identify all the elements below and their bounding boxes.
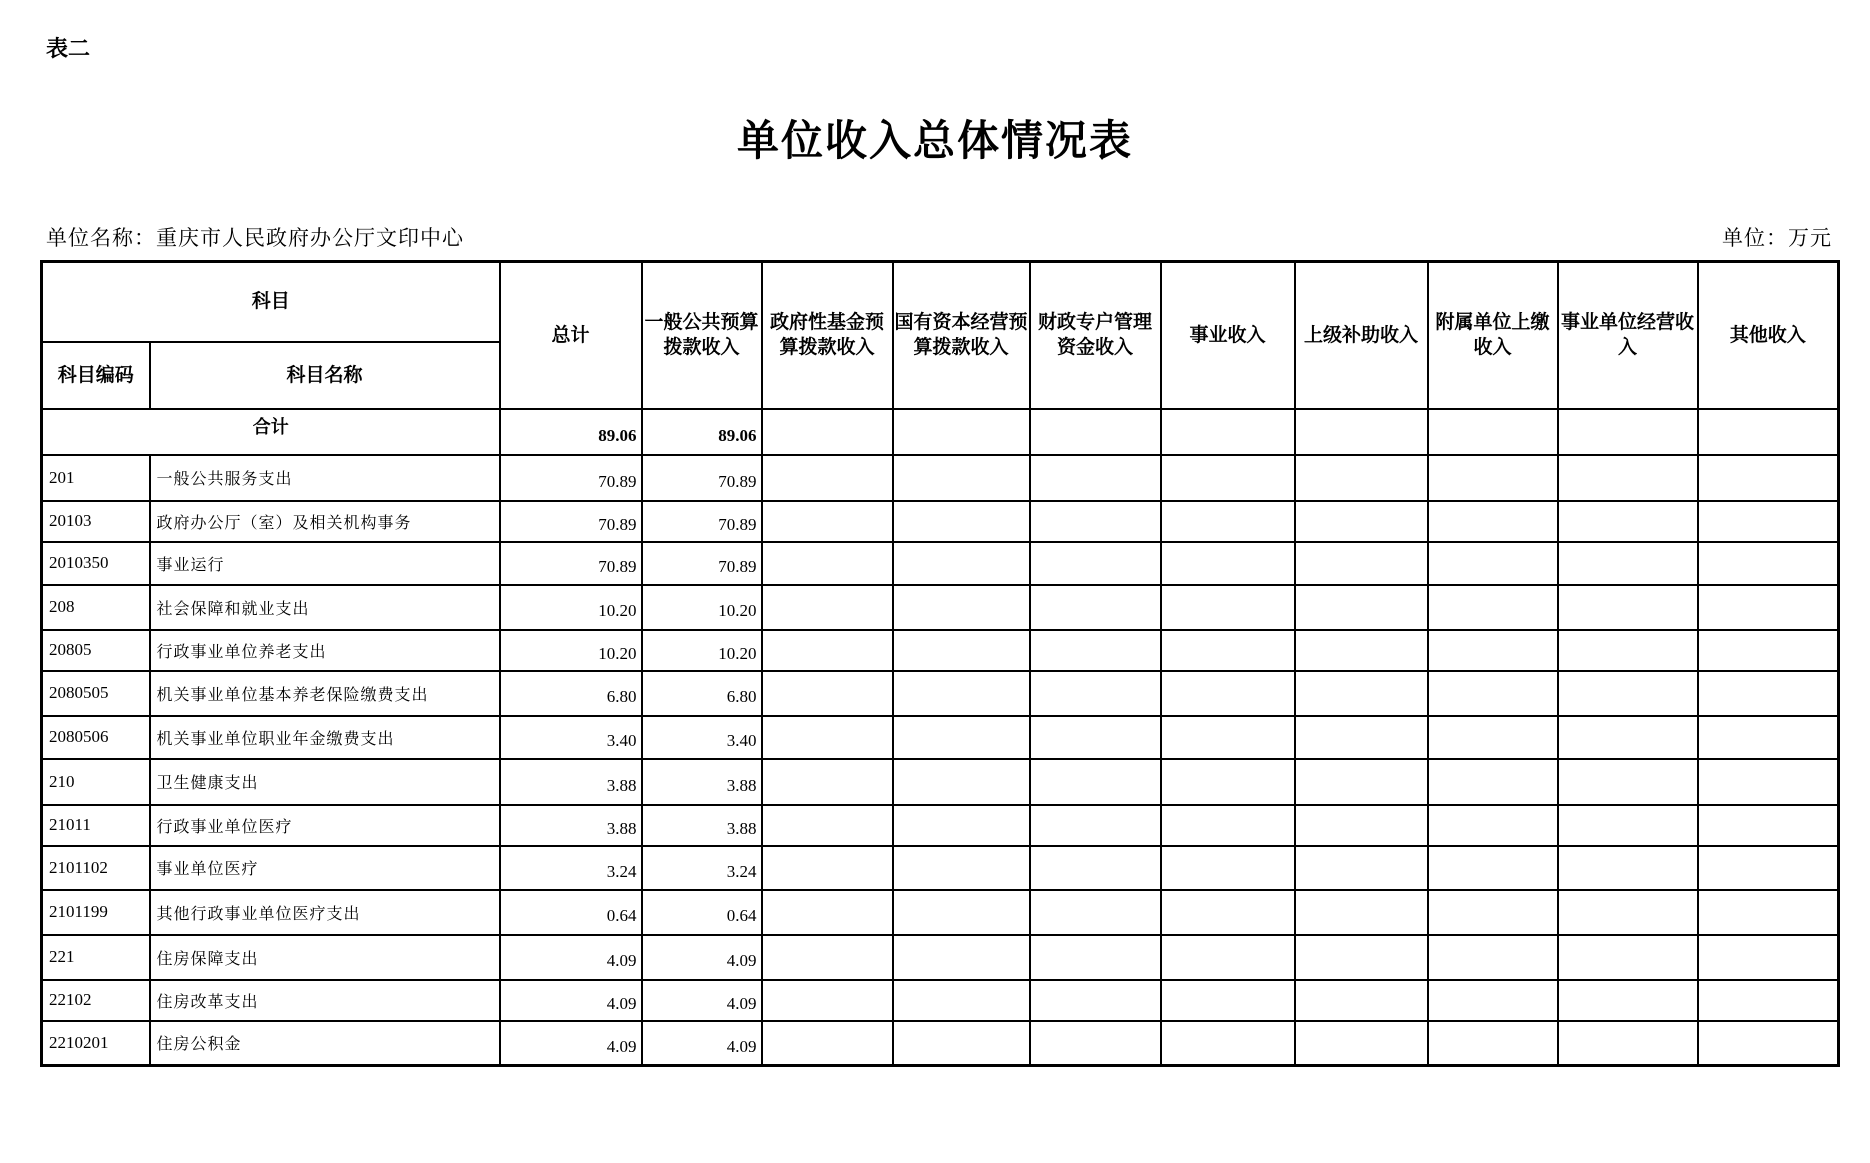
empty-cell: [1161, 542, 1295, 585]
row-general: 3.88: [642, 805, 762, 846]
row-total: 4.09: [500, 1021, 642, 1066]
table-tag: 表二: [46, 37, 91, 62]
row-name: 机关事业单位基本养老保险缴费支出: [150, 671, 500, 716]
row-code: 221: [42, 935, 150, 980]
unit-label: 单位：万元: [1722, 226, 1832, 250]
empty-cell: [1558, 890, 1698, 935]
empty-cell: [1161, 759, 1295, 805]
empty-cell: [762, 1021, 893, 1066]
header-name: 科目名称: [150, 342, 500, 409]
header-subject: 科目: [42, 262, 500, 342]
row-name: 卫生健康支出: [150, 759, 500, 805]
row-code: 2010350: [42, 542, 150, 585]
row-total: 10.20: [500, 585, 642, 630]
empty-cell: [1698, 671, 1839, 716]
empty-cell: [1428, 980, 1558, 1021]
empty-cell: [1558, 980, 1698, 1021]
empty-cell: [1030, 890, 1161, 935]
row-general: 3.40: [642, 716, 762, 759]
total-amount: 89.06: [500, 409, 642, 455]
header-code: 科目编码: [42, 342, 150, 409]
empty-cell: [1558, 671, 1698, 716]
row-general: 70.89: [642, 501, 762, 542]
header-fund-budget: 政府性基金预算拨款收入: [762, 262, 893, 409]
empty-cell: [893, 1021, 1030, 1066]
empty-cell: [893, 630, 1030, 671]
empty-cell: [1295, 980, 1428, 1021]
row-general: 3.24: [642, 846, 762, 890]
empty-cell: [1295, 716, 1428, 759]
row-name: 政府办公厅（室）及相关机构事务: [150, 501, 500, 542]
empty-cell: [1698, 890, 1839, 935]
total-row: [42, 409, 1839, 455]
table-row: [42, 759, 1839, 805]
row-code: 208: [42, 585, 150, 630]
empty-cell: [1428, 846, 1558, 890]
header-other-income: 其他收入: [1698, 262, 1839, 409]
empty-cell: [762, 846, 893, 890]
row-name: 行政事业单位养老支出: [150, 630, 500, 671]
header-total: 总计: [500, 262, 642, 409]
header-business-operating: 事业单位经营收入: [1558, 262, 1698, 409]
empty-cell: [1030, 542, 1161, 585]
empty-cell: [893, 805, 1030, 846]
empty-cell: [1698, 980, 1839, 1021]
row-name: 事业运行: [150, 542, 500, 585]
row-total: 6.80: [500, 671, 642, 716]
empty-cell: [1161, 716, 1295, 759]
empty-cell: [762, 542, 893, 585]
empty-cell: [1030, 1021, 1161, 1066]
empty-cell: [1698, 935, 1839, 980]
row-code: 2210201: [42, 1021, 150, 1066]
row-code: 2101199: [42, 890, 150, 935]
empty-cell: [1428, 542, 1558, 585]
row-general: 70.89: [642, 455, 762, 501]
table-row: [42, 716, 1839, 759]
empty-cell: [1428, 716, 1558, 759]
row-code: 22102: [42, 980, 150, 1021]
row-code: 2101102: [42, 846, 150, 890]
empty-cell: [1161, 630, 1295, 671]
empty-cell: [1161, 890, 1295, 935]
empty-cell: [1030, 980, 1161, 1021]
empty-cell: [1295, 890, 1428, 935]
empty-cell: [1428, 630, 1558, 671]
table-row: [42, 585, 1839, 630]
empty-cell: [762, 890, 893, 935]
empty-cell: [1295, 1021, 1428, 1066]
empty-cell: [1698, 455, 1839, 501]
row-code: 21011: [42, 805, 150, 846]
empty-cell: [1698, 585, 1839, 630]
row-code: 20805: [42, 630, 150, 671]
empty-cell: [762, 455, 893, 501]
header-state-capital: 国有资本经营预算拨款收入: [893, 262, 1030, 409]
row-name: 机关事业单位职业年金缴费支出: [150, 716, 500, 759]
table-row: [42, 846, 1839, 890]
table-row: [42, 630, 1839, 671]
table-row: [42, 671, 1839, 716]
row-code: 2080505: [42, 671, 150, 716]
empty-cell: [893, 759, 1030, 805]
empty-cell: [1698, 1021, 1839, 1066]
empty-cell: [1698, 805, 1839, 846]
table-row: [42, 1021, 1839, 1066]
empty-cell: [893, 935, 1030, 980]
empty-cell: [762, 759, 893, 805]
table-row: [42, 542, 1839, 585]
row-name: 其他行政事业单位医疗支出: [150, 890, 500, 935]
empty-cell: [762, 585, 893, 630]
row-general: 3.88: [642, 759, 762, 805]
empty-cell: [1558, 455, 1698, 501]
empty-cell: [1428, 455, 1558, 501]
empty-cell: [893, 716, 1030, 759]
row-general: 10.20: [642, 630, 762, 671]
row-total: 3.88: [500, 805, 642, 846]
empty-cell: [893, 501, 1030, 542]
row-total: 70.89: [500, 542, 642, 585]
table-row: [42, 935, 1839, 980]
empty-cell: [1030, 671, 1161, 716]
row-code: 201: [42, 455, 150, 501]
empty-cell: [1698, 716, 1839, 759]
empty-cell: [1161, 585, 1295, 630]
empty-cell: [762, 980, 893, 1021]
empty-cell: [1428, 501, 1558, 542]
empty-cell: [1030, 455, 1161, 501]
empty-cell: [762, 805, 893, 846]
row-total: 70.89: [500, 501, 642, 542]
empty-cell: [1030, 805, 1161, 846]
empty-cell: [1161, 980, 1295, 1021]
empty-cell: [1030, 846, 1161, 890]
row-total: 4.09: [500, 980, 642, 1021]
empty-cell: [1295, 455, 1428, 501]
empty-cell: [762, 501, 893, 542]
table-row: [42, 805, 1839, 846]
row-general: 4.09: [642, 1021, 762, 1066]
empty-cell: [1161, 501, 1295, 542]
empty-cell: [1295, 805, 1428, 846]
row-name: 一般公共服务支出: [150, 455, 500, 501]
empty-cell: [1698, 542, 1839, 585]
empty-cell: [762, 716, 893, 759]
empty-cell: [1428, 1021, 1558, 1066]
empty-cell: [1558, 805, 1698, 846]
empty-cell: [1030, 501, 1161, 542]
empty-cell: [893, 846, 1030, 890]
empty-cell: [1161, 935, 1295, 980]
empty-cell: [1030, 585, 1161, 630]
empty-cell: [1558, 501, 1698, 542]
row-name: 住房改革支出: [150, 980, 500, 1021]
empty-cell: [1030, 716, 1161, 759]
row-general: 4.09: [642, 935, 762, 980]
unit-name: 单位名称：重庆市人民政府办公厅文印中心: [46, 226, 464, 250]
table-row: [42, 455, 1839, 501]
empty-cell: [1161, 455, 1295, 501]
row-total: 70.89: [500, 455, 642, 501]
row-general: 4.09: [642, 980, 762, 1021]
empty-cell: [1558, 630, 1698, 671]
empty-cell: [1161, 1021, 1295, 1066]
empty-cell: [762, 630, 893, 671]
empty-cell: [893, 455, 1030, 501]
empty-cell: [1030, 630, 1161, 671]
row-name: 行政事业单位医疗: [150, 805, 500, 846]
empty-cell: [893, 890, 1030, 935]
total-label: 合计: [42, 409, 500, 455]
row-total: 3.24: [500, 846, 642, 890]
row-general: 0.64: [642, 890, 762, 935]
empty-cell: [1698, 846, 1839, 890]
row-total: 3.40: [500, 716, 642, 759]
empty-cell: [1295, 846, 1428, 890]
header-business-income: 事业收入: [1161, 262, 1295, 409]
empty-cell: [1295, 501, 1428, 542]
row-name: 事业单位医疗: [150, 846, 500, 890]
row-code: 20103: [42, 501, 150, 542]
total-general: 89.06: [642, 409, 762, 455]
empty-cell: [1428, 805, 1558, 846]
table-row: [42, 890, 1839, 935]
empty-cell: [1295, 630, 1428, 671]
empty-cell: [1698, 501, 1839, 542]
empty-cell: [762, 935, 893, 980]
empty-cell: [1428, 585, 1558, 630]
empty-cell: [1698, 759, 1839, 805]
empty-cell: [1030, 935, 1161, 980]
empty-cell: [1161, 805, 1295, 846]
header-special-account: 财政专户管理资金收入: [1030, 262, 1161, 409]
empty-cell: [893, 671, 1030, 716]
empty-cell: [762, 671, 893, 716]
empty-cell: [1558, 542, 1698, 585]
empty-cell: [1558, 1021, 1698, 1066]
empty-cell: [1161, 671, 1295, 716]
row-total: 10.20: [500, 630, 642, 671]
empty-cell: [1558, 716, 1698, 759]
empty-cell: [1428, 890, 1558, 935]
empty-cell: [1428, 935, 1558, 980]
empty-cell: [1558, 585, 1698, 630]
empty-cell: [1030, 759, 1161, 805]
row-total: 3.88: [500, 759, 642, 805]
header-affiliated-remit: 附属单位上缴收入: [1428, 262, 1558, 409]
empty-cell: [1295, 671, 1428, 716]
row-total: 4.09: [500, 935, 642, 980]
table-row: [42, 501, 1839, 542]
empty-cell: [1295, 542, 1428, 585]
empty-cell: [1295, 585, 1428, 630]
page-title: 单位收入总体情况表: [736, 116, 1133, 165]
empty-cell: [1428, 759, 1558, 805]
row-name: 社会保障和就业支出: [150, 585, 500, 630]
empty-cell: [1295, 935, 1428, 980]
row-name: 住房保障支出: [150, 935, 500, 980]
empty-cell: [893, 980, 1030, 1021]
header-superior-subsidy: 上级补助收入: [1295, 262, 1428, 409]
table-row: [42, 980, 1839, 1021]
empty-cell: [1558, 759, 1698, 805]
empty-cell: [893, 585, 1030, 630]
row-code: 2080506: [42, 716, 150, 759]
income-table: [40, 260, 1840, 1067]
row-total: 0.64: [500, 890, 642, 935]
row-general: 70.89: [642, 542, 762, 585]
empty-cell: [1295, 759, 1428, 805]
empty-cell: [1698, 630, 1839, 671]
empty-cell: [1558, 935, 1698, 980]
empty-cell: [1428, 671, 1558, 716]
empty-cell: [893, 542, 1030, 585]
empty-cell: [1161, 846, 1295, 890]
row-general: 6.80: [642, 671, 762, 716]
row-general: 10.20: [642, 585, 762, 630]
row-code: 210: [42, 759, 150, 805]
empty-cell: [1558, 846, 1698, 890]
row-name: 住房公积金: [150, 1021, 500, 1066]
header-general-budget: 一般公共预算拨款收入: [642, 262, 762, 409]
